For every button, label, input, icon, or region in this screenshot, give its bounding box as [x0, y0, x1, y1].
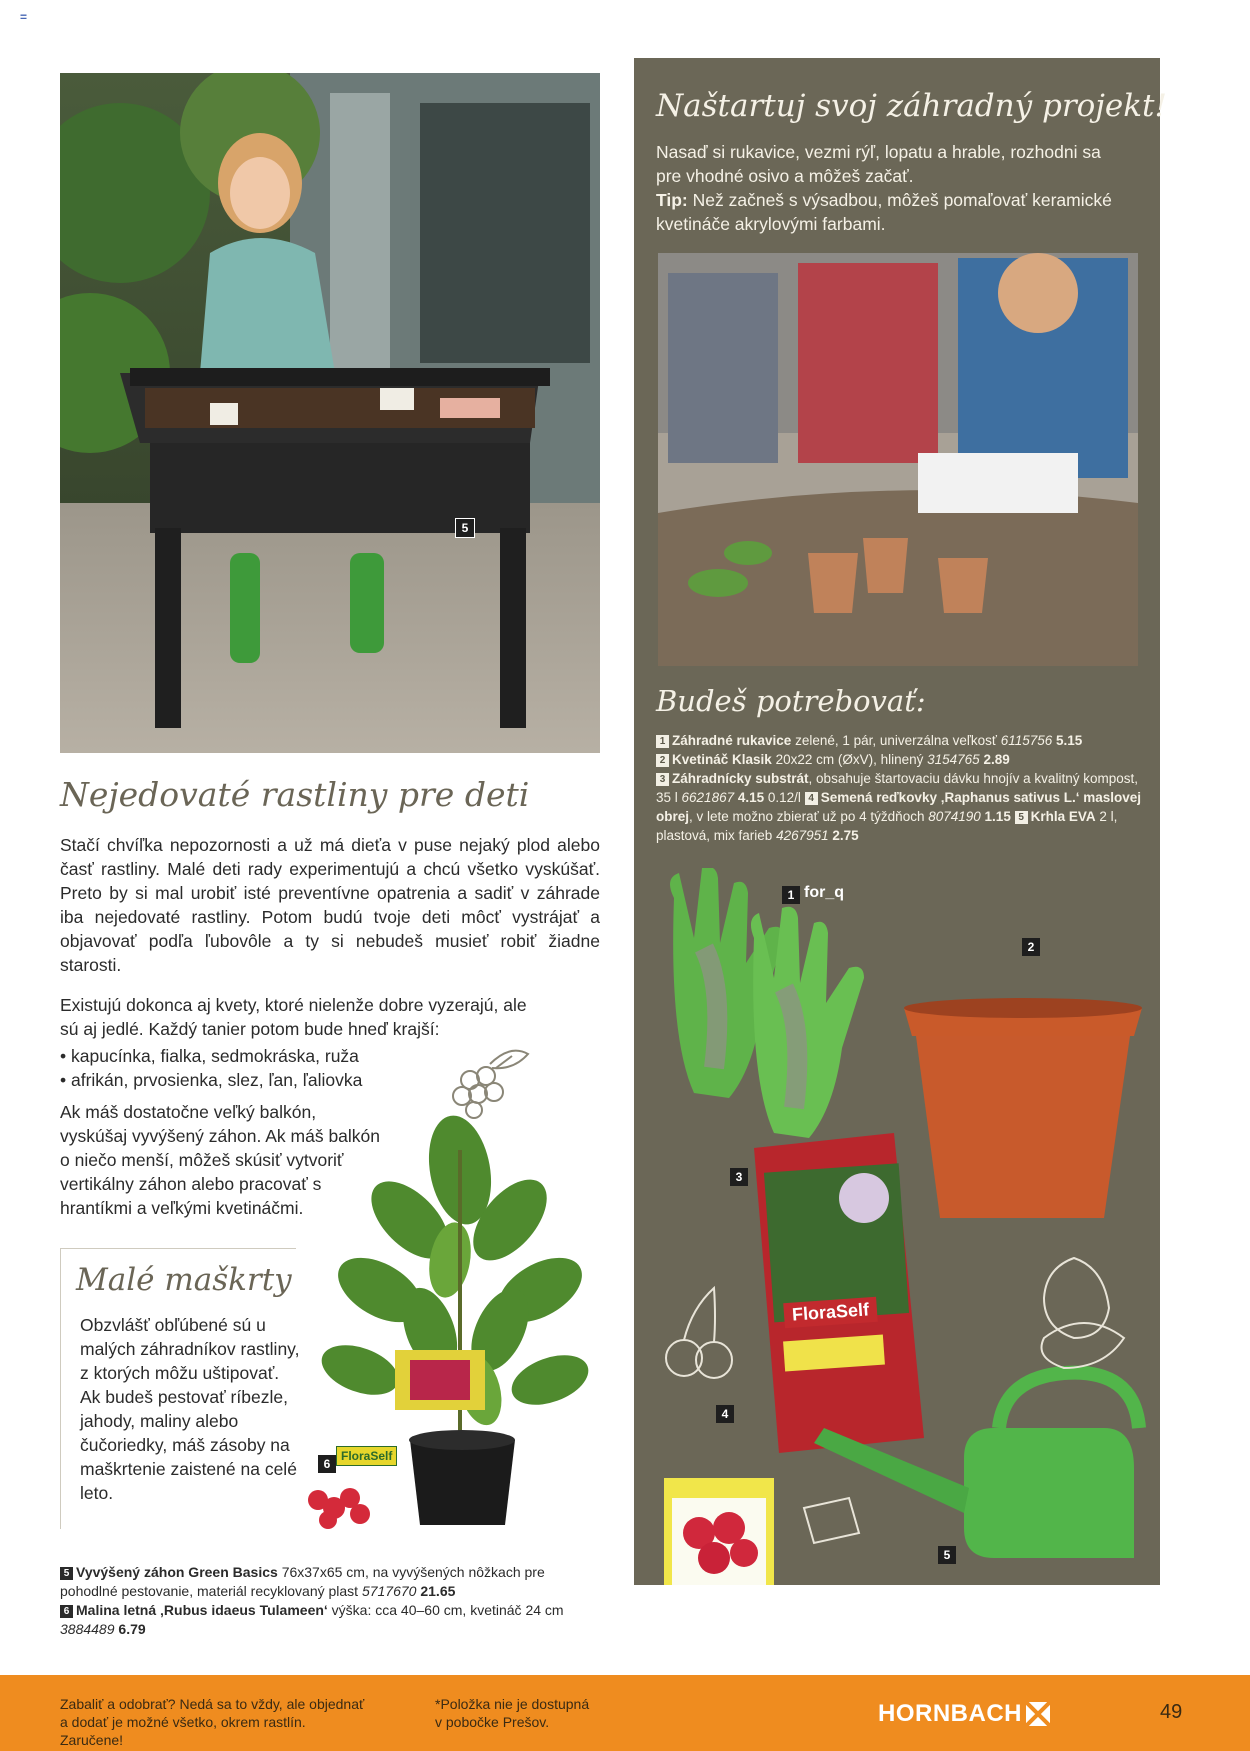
product-name: Vyvýšený záhon Green Basics — [76, 1564, 278, 1580]
panel-intro: Nasaď si rukavice, vezmi rýľ, lopatu a hrable, rozhodni sa pre vhodné osivo a môžeš začať. — [656, 142, 1101, 186]
footer-note: *Položka nie je dostupná v pobočke Prešov. — [435, 1696, 590, 1730]
hornbach-logo[interactable] — [878, 1699, 1050, 1729]
left-product-list — [60, 1563, 600, 1639]
planting-illustration — [658, 253, 1138, 666]
list-item: • afrikán, prvosienka, slez, ľan, ľaliovka — [60, 1070, 363, 1090]
product-name: Malina letná ‚Rubus idaeus Tulameen‘ — [76, 1602, 328, 1618]
item-badge: 1 — [656, 735, 669, 748]
gloves-badge: 1 — [782, 886, 800, 904]
logo-mark-icon — [1026, 1702, 1050, 1726]
item-price: 1.15 — [984, 809, 1011, 824]
item-desc: , v lete možno zbierať už po 4 týždňoch — [689, 809, 929, 824]
gloves-brand-label: for_q — [804, 884, 844, 901]
item-name: Krhla EVA — [1030, 809, 1096, 824]
left-paragraph-2: Existujú dokonca aj kvety, ktoré nielenže dobre vyzerajú, ale sú aj jedlé. Každý tanier potom bude hneď krajší: — [60, 995, 527, 1039]
raspberry-plant-image — [300, 1110, 620, 1530]
item-name: Kvetináč Klasik — [672, 752, 772, 767]
clay-pot-icon — [904, 998, 1142, 1218]
item-code: 3154765 — [927, 752, 980, 767]
product-desc: výška: cca 40–60 cm, kvetináč 24 cm — [327, 1602, 564, 1618]
item-desc: zelené, 1 pár, univerzálna veľkosť — [791, 733, 1001, 748]
left-paragraph-1: Stačí chvíľka nepozornosti a už má dieťa v puse nejaký plod alebo časť rastliny. Malé deti rady experimentujú a chcú všetko vyskúšať. Preto by si mal urobiť isté preventívne opatrenia a sadiť v záhrade iba nejedovaté rastliny. Potom budú tvoje deti môcť vystrájať a objavovať podľa ľubovôle a ty si nebudeš musieť robiť žiadne starosti. — [60, 835, 600, 975]
watering-can-badge: 5 — [938, 1546, 956, 1564]
plant-brand-label: FloraSelf — [336, 1446, 397, 1466]
item-desc: , obsahuje štartovaciu dávku hnojív a kvalitný kompost, 35 l — [656, 771, 1138, 805]
list-item: • kapucínka, fialka, sedmokráska, ruža — [60, 1046, 359, 1066]
edible-flowers-list — [60, 1044, 460, 1092]
item-code: 8074190 — [928, 809, 981, 824]
item-badge: 5 — [1015, 811, 1028, 824]
item-name: Záhradnícky substrát — [672, 771, 809, 786]
bag-brand-label: FloraSelf — [783, 1297, 878, 1328]
item-badge: 4 — [805, 792, 818, 805]
page-number: 49 — [1160, 1701, 1183, 1723]
needed-item — [656, 752, 1010, 767]
tip-text: Než začneš s výsadbou, môžeš pomaľovať keramické kvetináče akrylovými farbami. — [656, 190, 1112, 234]
radish-seeds-icon — [664, 1478, 774, 1585]
item-desc: 20x22 cm (ØxV), hlinený — [771, 752, 928, 767]
product-price: 6.79 — [118, 1621, 146, 1637]
product-badge: 6 — [60, 1605, 73, 1618]
item-desc: 2 l, plastová, mix farieb — [656, 809, 1118, 843]
left-paragraph-4: Obzvlášť obľúbené sú u malých záhradníkov rastliny, z ktorých môžu uštipovať. Ak budeš pestovať ríbezle, jahody, maliny alebo čučoriedky, máš zásoby na maškrtenie zaistené na celé leto. — [80, 1315, 300, 1503]
list-item-text: kapucínka, fialka, sedmokráska, ruža — [71, 1046, 359, 1066]
item-name: Záhradné rukavice — [672, 733, 792, 748]
products-illustration — [634, 868, 1160, 1585]
footer-left-text: Zabaliť a odobrať? Nedá sa to vždy, ale objednať a dodať je možné všetko, okrem rastlín. Zaručene! — [60, 1696, 365, 1748]
footer-bar — [0, 1675, 1250, 1751]
project-panel — [634, 58, 1167, 1585]
item-code: 6115756 — [1000, 733, 1053, 748]
item-price: 5.15 — [1056, 733, 1083, 748]
photo-badge: 5 — [455, 518, 475, 538]
raspberry-plant-illustration — [300, 1110, 620, 1530]
product-line — [60, 1563, 600, 1601]
bag-badge: 3 — [730, 1168, 748, 1186]
top-mark: = — [20, 10, 28, 24]
product-code: 3884489 — [60, 1621, 115, 1637]
item-price: 4.15 — [737, 790, 765, 805]
item-badge: 2 — [656, 754, 669, 767]
item-badge: 3 — [656, 773, 669, 786]
need-heading: Budeš potrebovať: — [656, 684, 926, 718]
product-price: 21.65 — [420, 1583, 456, 1599]
item-code: 4267951 — [776, 828, 829, 843]
product-line — [60, 1601, 600, 1639]
needed-item — [656, 733, 1082, 748]
list-item-text: afrikán, prvosienka, slez, ľan, ľaliovka — [71, 1070, 363, 1090]
raised-bed-photo — [60, 73, 600, 753]
item-price: 2.75 — [832, 828, 859, 843]
item-name: Semená reďkovky ‚Raphanus sativus L.‘ maslovej obrej — [656, 790, 1142, 824]
product-badge: 5 — [60, 1567, 73, 1580]
small-treats-heading: Malé maškrty — [76, 1262, 292, 1298]
planting-photo — [658, 253, 1138, 666]
product-desc: 76x37x65 cm, na vyvýšených nôžkach pre pohodlné pestovanie, materiál recyklovaný plast — [60, 1564, 545, 1599]
panel-heading: Naštartuj svoj záhradný projekt! — [656, 88, 1167, 124]
left-heading: Nejedovaté rastliny pre deti — [60, 775, 530, 814]
needed-items-list — [656, 731, 1146, 845]
raised-bed-illustration — [60, 73, 600, 753]
product-code: 5717670 — [361, 1583, 417, 1599]
item-price: 2.89 — [983, 752, 1010, 767]
panel-tip — [656, 188, 1126, 236]
item-unit-price: 0.12/l — [764, 790, 801, 805]
tip-label: Tip: — [656, 190, 688, 210]
seeds-badge: 4 — [716, 1405, 734, 1423]
logo-text: HORNBACH — [878, 1700, 1022, 1727]
left-paragraph-3: Ak máš dostatočne veľký balkón, vyskúšaj vyvýšený záhon. Ak máš balkón o niečo menší, môžeš skúsiť vytvoriť vertikálny záhon alebo pracovať s hrantíkmi a veľkými kvetináčmi. — [60, 1102, 381, 1218]
item-code: 6621867 — [681, 790, 735, 805]
plant-badge: 6 — [318, 1455, 336, 1473]
gloves-icon — [670, 868, 864, 1138]
pot-badge: 2 — [1022, 938, 1040, 956]
soil-bag-icon — [754, 1133, 924, 1453]
